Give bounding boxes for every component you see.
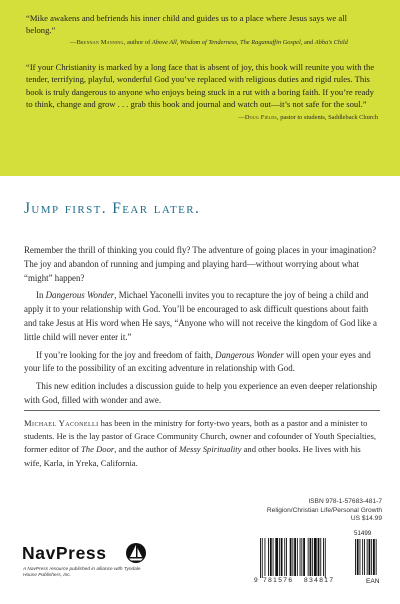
barcode-bar	[297, 538, 298, 576]
description-paragraph: Remember the thrill of thinking you could fly? The adventure of going places in your imagination? The joy and abandon of running and jumping and playing hard—without worrying about what “might” happen?	[24, 245, 377, 283]
author-name: Michael Yaconelli	[24, 418, 99, 428]
endorsement-attribution-manning: —Brennan Manning, author of Above All, Wisdom of Tenderness, The Ragamuffin Gospel, and Abba’s Child	[70, 38, 348, 46]
barcode-addon-bar	[357, 539, 359, 575]
barcode-addon-bar	[364, 539, 365, 575]
barcode-addon-bar	[369, 539, 371, 575]
barcode-bar	[325, 538, 326, 578]
barcode-bar	[275, 538, 278, 576]
barcode-bar	[290, 538, 292, 576]
barcode-bar	[281, 538, 283, 576]
barcode-addon-bar	[362, 539, 363, 575]
endorsement-band	[0, 0, 400, 176]
book-description	[24, 244, 380, 412]
barcode-bar	[260, 538, 261, 578]
barcode-bar	[300, 538, 301, 576]
book-category: Religion/Christian Life/Personal Growth	[266, 506, 382, 514]
barcode-bar	[265, 538, 266, 576]
endorsement-quote-fields: “If your Christianity is marked by a long face that is absent of joy, this book will reunite you with the tender, terrifying, playful, wonderful God you’ve replaced with religious duties and rigid rules. This book is truly dangerous to anyone who enjoys being stuck in a rut with a boring faith. If you’re ready to think, change and grow . . . grab this book and journal and watch out—it’s not safe for the soul.”	[26, 61, 375, 110]
logo-wordmark: NavPress	[22, 543, 107, 563]
barcode-bar	[262, 538, 263, 578]
barcode-bar	[308, 538, 309, 576]
barcode-addon-bar	[355, 539, 356, 575]
book-title: Dangerous Wonder	[45, 290, 115, 301]
isbn-number: ISBN 978-1-57683-481-7	[308, 498, 382, 505]
barcode-bar	[318, 538, 320, 576]
barcode-bars	[254, 530, 384, 578]
barcode-bar	[294, 538, 296, 576]
endorsement-attribution-fields: —Doug Fields, pastor to students, Saddleback Church	[238, 114, 378, 122]
description-paragraph: In Dangerous Wonder, Michael Yaconelli invites you to recapture the joy of being a child and apply it to your relationship with God. You’ll be encouraged to ask difficult questions about faith and take Jesus at His word when He says, “Anyone who will not receive the kingdom of God like a little child will never enter it.”	[24, 290, 377, 342]
isbn-info	[252, 498, 382, 524]
author-bio: Michael Yaconelli has been in the ministry for forty-two years, both as a pastor and a minister to students. He is the lay pastor of Grace Community Church, owner and cofounder of Youth Specialties, former editor of The Door, and the author of Messy Spirituality and other books. He lives with his wife, Karla, in Yreka, California.	[24, 418, 377, 468]
barcode-bar	[303, 538, 305, 576]
barcode-bar	[320, 538, 321, 576]
barcode-bar	[312, 538, 313, 576]
headline: Jump first. Fear later.	[24, 200, 201, 217]
barcode-bar	[284, 538, 285, 576]
endorser-name: —Doug Fields,	[238, 114, 279, 122]
barcode-addon-bar	[360, 539, 361, 575]
barcode-bar	[301, 538, 302, 576]
book-price: US $14.99	[350, 515, 382, 523]
divider	[24, 410, 380, 411]
barcode-bar	[314, 538, 317, 576]
barcode-addon-bar	[367, 539, 368, 575]
barcode-bar	[286, 538, 287, 576]
sailboat-icon	[125, 542, 147, 564]
book-title: Dangerous Wonder	[215, 349, 284, 360]
publisher-note: A NavPress resource published in alliance with Tyndale House Publishers, Inc.	[23, 567, 141, 578]
barcode-bar	[270, 538, 272, 576]
navpress-logo	[22, 541, 152, 567]
barcode-addon-code: 51499	[354, 530, 372, 537]
barcode-bar	[292, 538, 293, 576]
endorsement-quote-manning: “Mike awakens and befriends his inner child and guides us to a place where Jesus says we all belong.”	[26, 13, 347, 36]
barcode-addon-bar	[371, 539, 372, 575]
barcode-bar	[279, 538, 280, 576]
barcode-addon-bar	[376, 539, 377, 575]
barcode-bar	[268, 538, 269, 576]
barcode-addon-bar	[373, 539, 375, 575]
description-paragraph: This new edition includes a discussion guide to help you experience an even deeper relationship with God, filled with wonder and awe.	[24, 381, 378, 405]
ean-label: EAN	[366, 578, 380, 585]
barcode: 51499 9 781576 834817 EAN	[254, 530, 384, 588]
description-paragraph: If you’re looking for the joy and freedom of faith, Dangerous Wonder will open your eyes and your life to the possibility of an exciting adventure in relationship with God.	[24, 349, 371, 374]
barcode-bar	[273, 538, 274, 576]
endorser-name: —Brennan Manning,	[70, 38, 126, 46]
barcode-bar	[323, 538, 324, 576]
barcode-bar	[310, 538, 312, 576]
